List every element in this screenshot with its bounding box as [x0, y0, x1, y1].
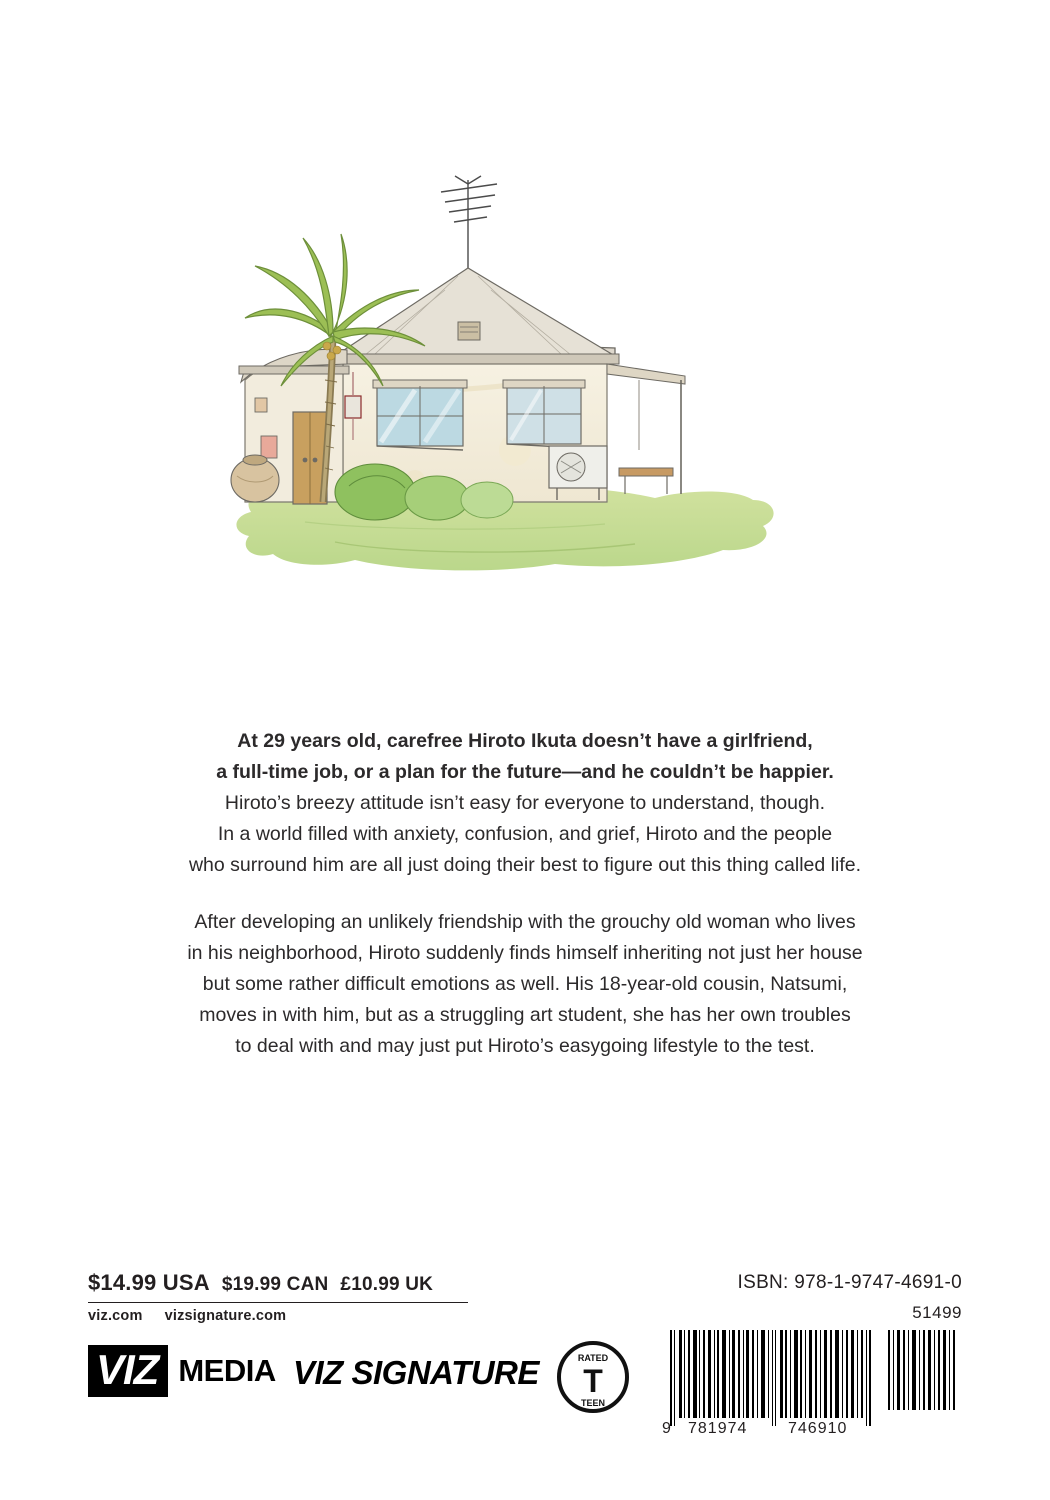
- blurb-para1-line-1: Hiroto’s breezy attitude isn’t easy for everyone to understand, though.: [224, 792, 826, 814]
- cover-illustration: [0, 150, 1050, 650]
- price-block: [88, 1270, 508, 1324]
- price-usa: $14.99 USA: [88, 1270, 210, 1295]
- price-line: [88, 1270, 508, 1296]
- blurb-para1-line-3: who surround him are all just doing their best to figure out this thing called life.: [188, 854, 862, 876]
- carport-bench: [607, 364, 685, 494]
- barcode-digits-mid: 781974: [688, 1420, 748, 1437]
- isbn-label: ISBN: 978-1-9747-4691-0: [737, 1272, 962, 1293]
- blurb-para2-line-3: but some rather difficult emotions as well. His 18-year-old cousin, Natsumi,: [202, 973, 848, 995]
- barcode-digit-left: 9: [662, 1420, 672, 1437]
- viz-wordmark: VIZ: [88, 1345, 168, 1397]
- window-right: [503, 380, 585, 448]
- svg-text:TEEN: TEEN: [580, 1398, 606, 1408]
- blurb-para1-line-2: In a world filled with anxiety, confusion, and grief, Hiroto and the people: [217, 823, 833, 845]
- website-vizsignature[interactable]: vizsignature.com: [164, 1308, 287, 1324]
- attic-vent: [458, 322, 480, 340]
- blurb-lead-line-2: a full-time job, or a plan for the future—and he couldn’t be happier.: [216, 761, 834, 783]
- blurb-lead-line-1: At 29 years old, carefree Hiroto Ikuta doesn’t have a girlfriend,: [237, 730, 813, 752]
- viz-signature-logo: VIZ SIGNATURE: [293, 1354, 539, 1391]
- blurb-para2-line-1: After developing an unlikely friendship with the grouchy old woman who lives: [194, 911, 856, 933]
- divider: [88, 1302, 468, 1303]
- barcode-digits-right: 746910: [788, 1420, 848, 1437]
- back-cover-blurb: [110, 726, 940, 1062]
- price-can: $19.99 CAN: [221, 1274, 329, 1295]
- viz-media-logo: [88, 1345, 276, 1397]
- svg-text:T: T: [583, 1363, 603, 1399]
- blurb-para2-line-5: to deal with and may just put Hiroto’s easygoing lifestyle to the test.: [235, 1035, 815, 1057]
- window-left: [373, 380, 467, 450]
- publisher-logos: [88, 1340, 648, 1420]
- svg-text:RATED: RATED: [577, 1353, 609, 1363]
- house-illustration-svg: [215, 150, 835, 590]
- media-wordmark: MEDIA: [178, 1353, 276, 1388]
- blurb-para2-line-4: moves in with him, but as a struggling art student, she has her own troubles: [199, 1004, 851, 1026]
- publisher-websites: [88, 1308, 508, 1324]
- rated-teen-icon: [556, 1340, 630, 1414]
- tv-antenna-icon: [441, 176, 497, 270]
- rating-badge: [556, 1340, 630, 1414]
- website-viz[interactable]: viz.com: [88, 1308, 143, 1324]
- ean5-price-code: 51499: [912, 1303, 962, 1322]
- price-uk: £10.99 UK: [340, 1274, 434, 1295]
- blurb-para2-line-2: in his neighborhood, Hiroto suddenly finds himself inheriting not just her house: [187, 942, 863, 964]
- house-roof: [333, 268, 619, 364]
